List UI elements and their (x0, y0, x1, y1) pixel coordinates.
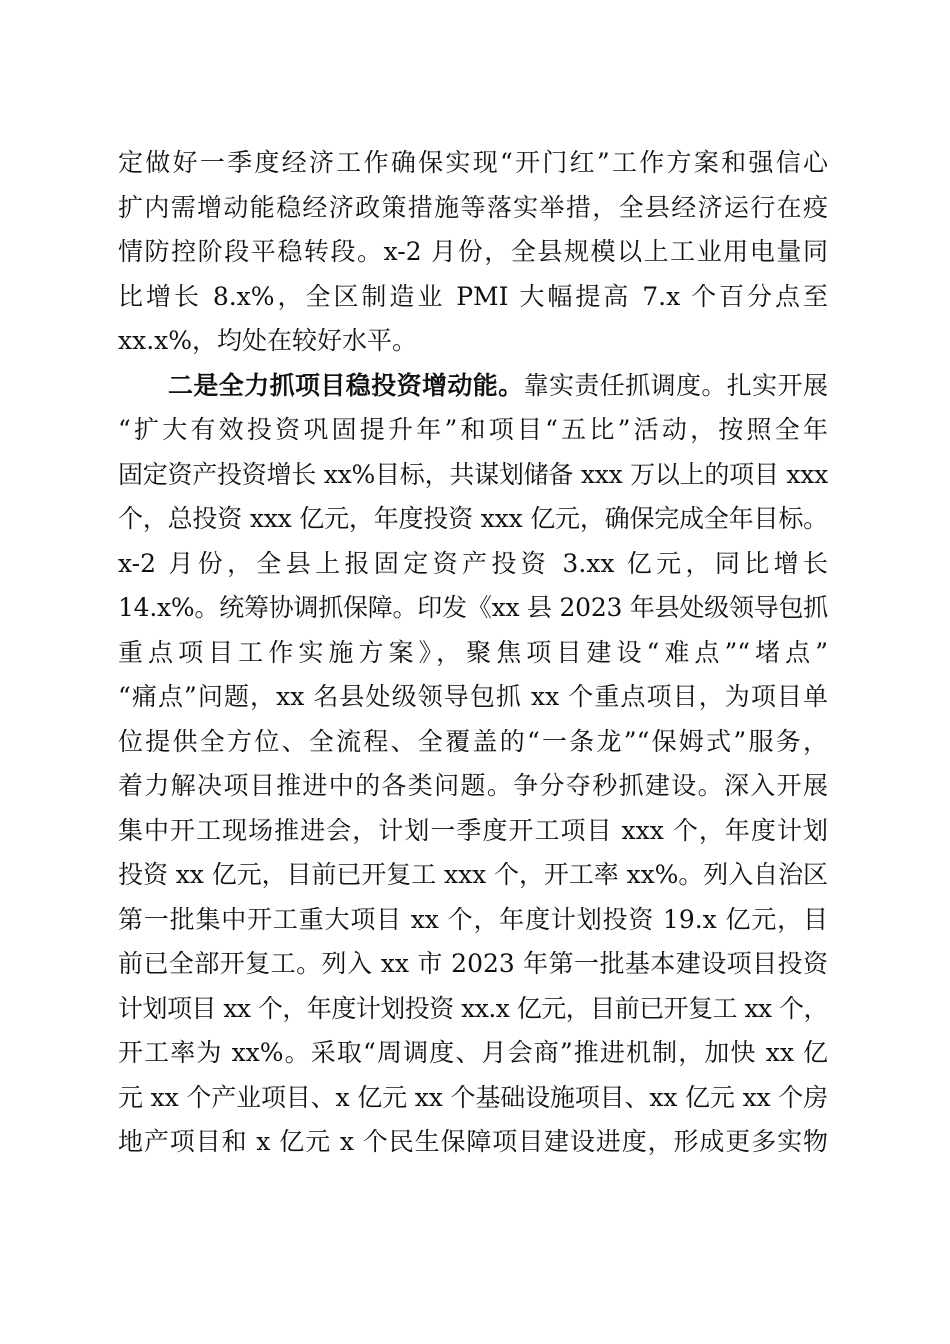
paragraph-2-line: 着力解决项目推进中的各类问题。争分夺秒抓建设。深入开展 (118, 771, 828, 800)
body-text (118, 141, 828, 1165)
paragraph-2-line: “扩大有效投资巩固提升年”和项目“五比”活动，按照全年 (118, 415, 828, 444)
paragraph-2-line: 地产项目和 x 亿元 x 个民生保障项目建设进度，形成更多实物 (118, 1127, 828, 1156)
paragraph-1-line: 比增长 8.x%，全区制造业 PMI 大幅提高 7.x 个百分点至 (118, 281, 828, 311)
paragraph-2-line: x-2 月份，全县上报固定资产投资 3.xx 亿元，同比增长 (118, 548, 828, 578)
paragraph-2-line: 计划项目 xx 个，年度计划投资 xx.x 亿元，目前已开复工 xx 个， (118, 993, 828, 1023)
paragraph-1-line: xx.x%，均处在较好水平。 (118, 326, 417, 355)
paragraph-2-heading: 二是全力抓项目稳投资增动能。 (168, 370, 524, 400)
paragraph-2-line: 第一批集中开工重大项目 xx 个，年度计划投资 19.x 亿元，目 (118, 904, 828, 934)
paragraph-1-line: 定做好一季度经济工作确保实现“开门红”工作方案和强信心 (118, 148, 828, 177)
paragraph-2-line: 位提供全方位、全流程、全覆盖的“一条龙”“保姆式”服务， (118, 726, 828, 756)
paragraph-2-line: 固定资产投资增长 xx%目标，共谋划储备 xxx 万以上的项目 xxx (118, 459, 828, 489)
paragraph-2-line: 个，总投资 xxx 亿元，年度投资 xxx 亿元，确保完成全年目标。 (118, 504, 828, 533)
paragraph-2-line: 前已全部开复工。列入 xx 市 2023 年第一批基本建设项目投资 (118, 949, 828, 978)
paragraph-1-line: 情防控阶段平稳转段。x-2 月份，全县规模以上工业用电量同 (118, 237, 828, 266)
paragraph-2-line: 开工率为 xx%。采取“周调度、月会商”推进机制，加快 xx 亿 (118, 1038, 828, 1067)
paragraph-2-first-line (118, 364, 828, 409)
paragraph-2-line: 元 xx 个产业项目、x 亿元 xx 个基础设施项目、xx 亿元 xx 个房 (118, 1082, 828, 1112)
paragraph-2-line: 14.x%。统筹协调抓保障。印发《xx 县 2023 年县处级领导包抓 (118, 593, 828, 622)
paragraph-2-line: 集中开工现场推进会，计划一季度开工项目 xxx 个，年度计划 (118, 815, 828, 845)
paragraph-2-line: 投资 xx 亿元，目前已开复工 xxx 个，开工率 xx%。列入自治区 (118, 860, 828, 889)
paragraph-2-line: 重点项目工作实施方案》，聚焦项目建设“难点”“堵点” (118, 637, 828, 667)
paragraph-1-line: 扩内需增动能稳经济政策措施等落实举措，全县经济运行在疫 (118, 192, 828, 222)
paragraph-2-line: “痛点”问题，xx 名县处级领导包抓 xx 个重点项目，为项目单 (118, 682, 828, 711)
paragraph-2-first-line-text: 靠实责任抓调度。扎实开展 (523, 370, 828, 400)
